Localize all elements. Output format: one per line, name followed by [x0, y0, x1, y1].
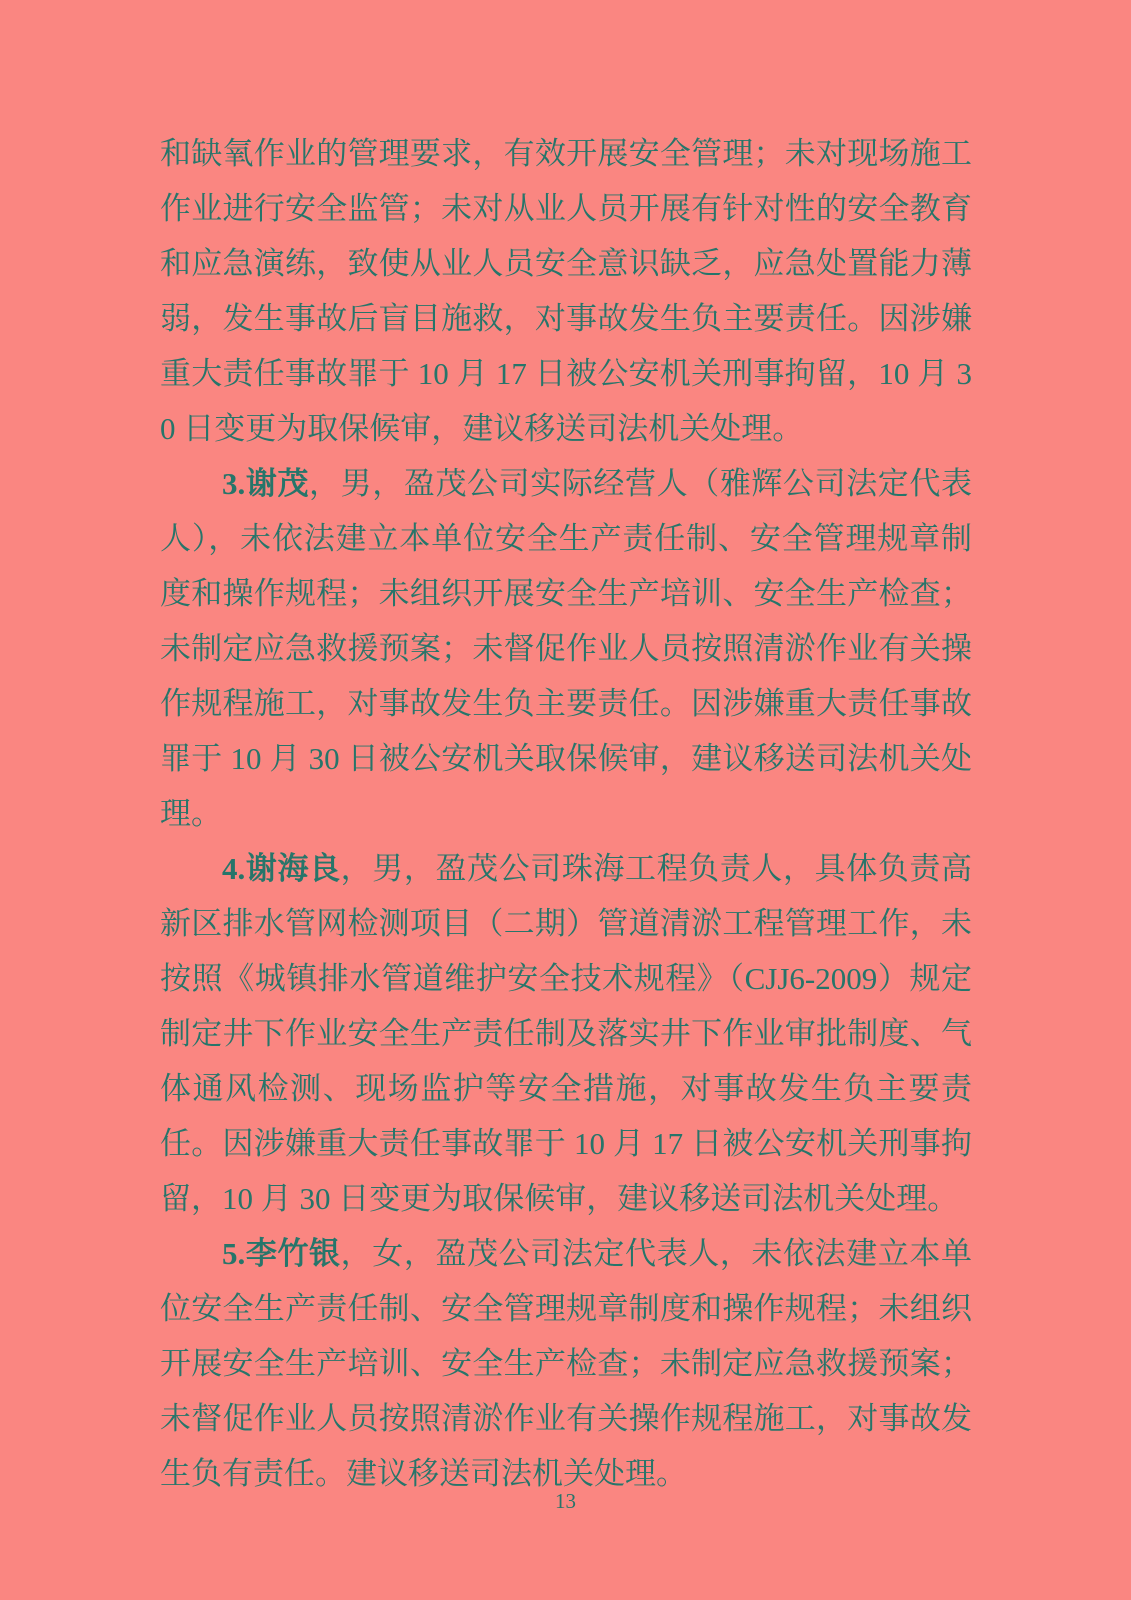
paragraph-li-zhuyin	[160, 1226, 972, 1501]
document-body	[160, 126, 972, 1501]
paragraph-xie-mao	[160, 456, 972, 841]
paragraph-xie-mao-lead: 3.谢茂	[222, 466, 310, 501]
paragraph-xie-hailiang-lead: 4.谢海良	[222, 851, 341, 886]
paragraph-xie-hailiang-text: ，男，盈茂公司珠海工程负责人，具体负责高新区排水管网检测项目（二期）管道清淤工程管理工作，未按照《城镇排水管道维护安全技术规程》（CJJ6-2009）规定制定井下作业安全生产责任制及落实井下作业审批制度、气体通风检测、现场监护等安全措施，对事故发生负主要责任。因涉嫌重大责任事故罪于 10 月 17 日被公安机关刑事拘留，10 月 30 日变更为取保候审，建议移送司法机关处理。	[160, 851, 973, 1216]
paragraph-xie-hailiang	[160, 841, 972, 1226]
paragraph-continuation	[160, 126, 972, 456]
paragraph-continuation-text: 和缺氧作业的管理要求，有效开展安全管理；未对现场施工作业进行安全监管；未对从业人员开展有针对性的安全教育和应急演练，致使从业人员安全意识缺乏，应急处置能力薄弱，发生事故后盲目施救，对事故发生负主要责任。因涉嫌重大责任事故罪于 10 月 17 日被公安机关刑事拘留，10 月 30 日变更为取保候审，建议移送司法机关处理。	[160, 136, 972, 446]
paragraph-li-zhuyin-lead: 5.李竹银	[222, 1236, 341, 1271]
page-number: 13	[555, 1489, 576, 1513]
paragraph-xie-mao-text: ，男，盈茂公司实际经营人（雅辉公司法定代表人），未依法建立本单位安全生产责任制、安全管理规章制度和操作规程；未组织开展安全生产培训、安全生产检查；未制定应急救援预案；未督促作业人员按照清淤作业有关操作规程施工，对事故发生负主要责任。因涉嫌重大责任事故罪于 10 月 30 日被公安机关取保候审，建议移送司法机关处理。	[160, 466, 973, 831]
paragraph-li-zhuyin-text: ，女，盈茂公司法定代表人，未依法建立本单位安全生产责任制、安全管理规章制度和操作规程；未组织开展安全生产培训、安全生产检查；未制定应急救援预案；未督促作业人员按照清淤作业有关操作规程施工，对事故发生负有责任。建议移送司法机关处理。	[160, 1236, 973, 1491]
